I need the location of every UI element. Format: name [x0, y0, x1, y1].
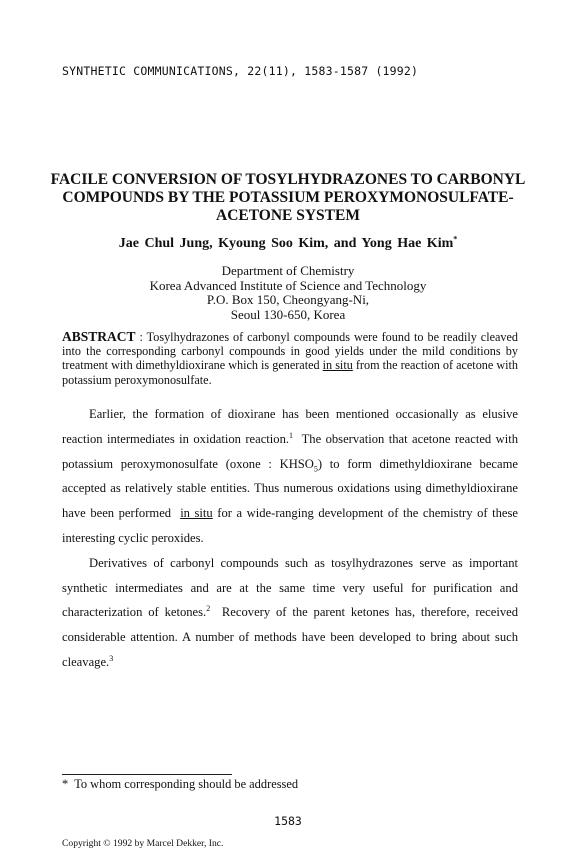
p1-text-d: for a wide-ranging development of the chemistry of these interesting cyclic peroxides.	[62, 506, 519, 545]
p1-text-c: ) to form dimethyldioxirane became accepted as relatively stable entities. Thus numerous oxidations using dimethyldioxirane have been performed	[62, 456, 518, 521]
footnote-marker: *	[62, 777, 69, 791]
footnote-text: To whom corresponding should be addressed	[74, 777, 299, 791]
title-line-1: FACILE CONVERSION OF TOSYLHYDRAZONES TO CARBONYL	[50, 171, 526, 188]
abstract-in-situ: in situ	[322, 358, 353, 373]
paragraph-1	[62, 402, 518, 551]
body-text	[62, 402, 518, 675]
abstract-label: ABSTRACT	[62, 329, 136, 344]
footnote-divider	[62, 774, 232, 775]
subscript-5: 5	[313, 464, 318, 474]
title-line-3: ACETONE SYSTEM	[216, 207, 360, 224]
p1-in-situ: in situ	[180, 506, 213, 521]
author-list	[40, 236, 536, 252]
p2-text-a: Derivatives of carbonyl compounds such as tosylhydrazones serve as important synthetic intermediates and are at the same time very useful for purification and characterization of ketones.	[62, 555, 518, 620]
reference-2: 2	[206, 604, 211, 614]
p1-text-b: The observation that acetone reacted with potassium peroxymonosulfate (oxone : KHSO	[62, 431, 518, 471]
paragraph-2	[62, 551, 518, 675]
p1-text-a: Earlier, the formation of dioxirane has been mentioned occasionally as elusive reaction intermediates in oxidation reaction.	[62, 407, 518, 446]
abstract-text-1: : Tosylhydrazones of carbonyl compounds were found to be readily cleaved into the corresponding carbonyl compounds in good yields under the mild conditions by treatment with dimethyldioxirane which is generated	[62, 330, 519, 373]
affiliation-line-3: P.O. Box 150, Cheongyang-Ni,	[206, 292, 370, 307]
abstract-text-2: from the reaction of acetone with potassium peroxymonosulfate.	[62, 358, 519, 387]
reference-3: 3	[109, 653, 114, 663]
copyright-notice: Copyright © 1992 by Marcel Dekker, Inc.	[62, 838, 224, 849]
abstract	[62, 330, 518, 387]
affiliation-line-4: Seoul 130-650, Korea	[230, 306, 346, 322]
corresponding-author-mark: *	[453, 234, 458, 244]
footnote	[62, 777, 298, 792]
affiliation-line-2: Korea Advanced Institute of Science and Technology	[149, 277, 427, 293]
reference-1: 1	[289, 430, 294, 440]
p2-text-b: Recovery of the parent ketones has, therefore, received considerable attention. A number of methods have been developed to bring about such cleavage.	[62, 605, 519, 669]
page-number: 1583	[274, 814, 302, 828]
affiliation	[40, 264, 536, 322]
affiliation-line-1: Department of Chemistry	[221, 263, 355, 278]
article-title	[40, 171, 536, 225]
title-line-2: COMPOUNDS BY THE POTASSIUM PEROXYMONOSULFATE-	[62, 189, 514, 206]
author-names: Jae Chul Jung, Kyoung Soo Kim, and Yong Hae Kim	[118, 236, 454, 251]
journal-header: SYNTHETIC COMMUNICATIONS, 22(11), 1583-1587 (1992)	[62, 64, 419, 78]
